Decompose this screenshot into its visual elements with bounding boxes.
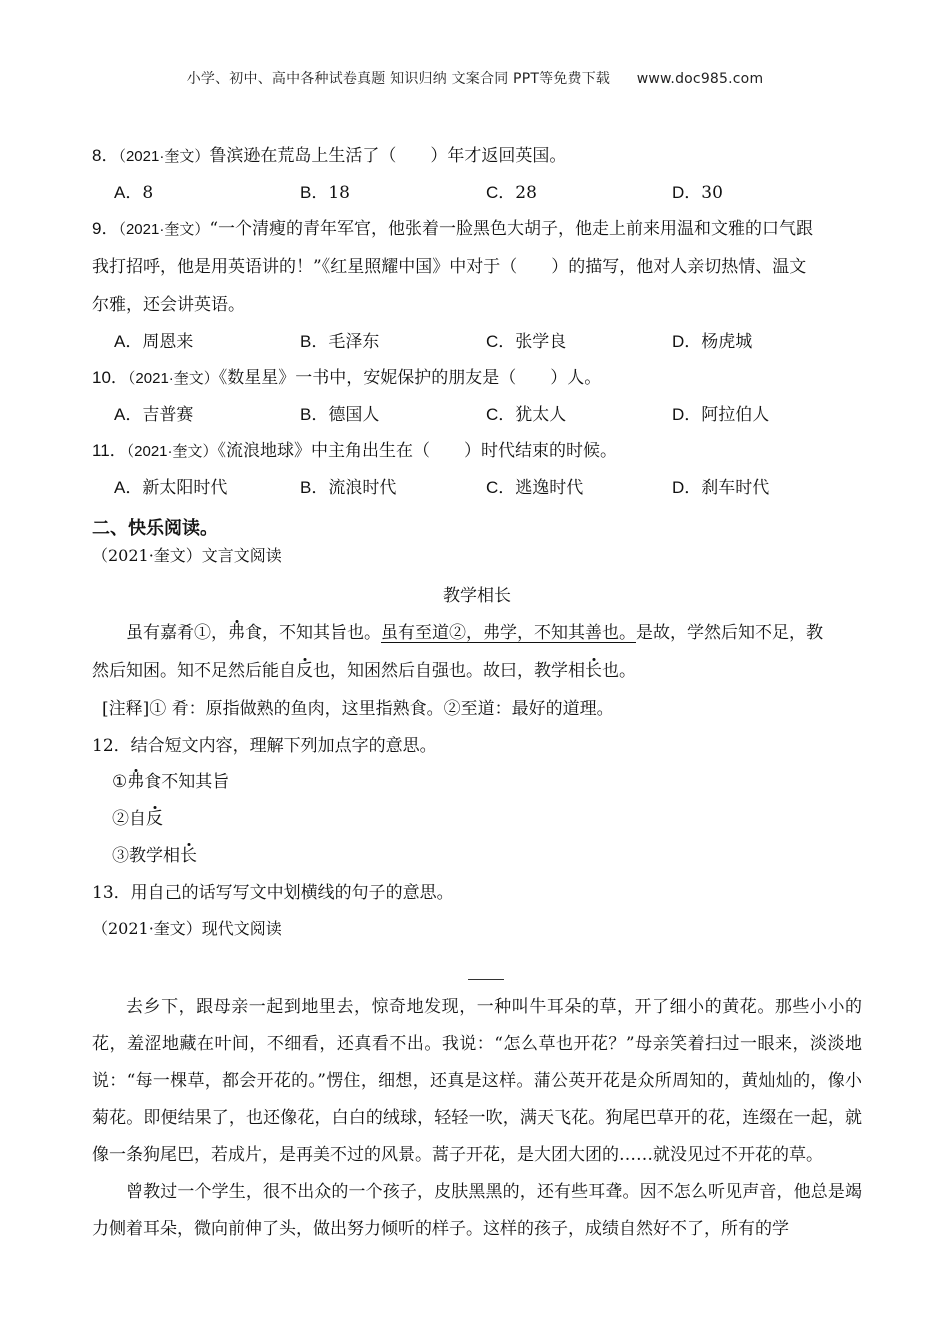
option-d[interactable]: D．阿拉伯人 bbox=[672, 405, 770, 425]
classical-paragraph-2: 然后知困。知不足然后能自反也，知困然后自强也。故曰，教学相长也。 bbox=[92, 661, 636, 681]
question-12: 12．结合短文内容，理解下列加点字的意思。 bbox=[92, 736, 437, 756]
question-stem: 8．（2021·奎文）鲁滨逊在荒岛上生活了（ ）年才返回英国。 bbox=[92, 146, 567, 166]
question-10 bbox=[92, 360, 862, 433]
annotation-note: [注释]① 肴：原指做熟的鱼肉，这里指熟食。②至道：最好的道理。 bbox=[102, 699, 614, 719]
title-blank-line bbox=[468, 979, 504, 980]
options bbox=[92, 175, 862, 211]
dotted-char: 弗 bbox=[228, 623, 245, 643]
classical-paragraph-1: 虽有嘉肴①，弗食，不知其旨也。虽有至道②，弗学，不知其善也。是故，学然后知不足，教 bbox=[126, 623, 823, 643]
option-a[interactable]: A．新太阳时代 bbox=[114, 478, 228, 498]
modern-reading-source: （2021·奎文）现代文阅读 bbox=[92, 919, 282, 938]
option-b[interactable]: B．18 bbox=[300, 183, 350, 203]
question-stem: 9．（2021·奎文）“一个清瘦的青年军官，他张着一脸黑色大胡子，他走上前来用温和文雅的口气跟 bbox=[92, 219, 814, 239]
document-body bbox=[92, 138, 862, 1248]
section-title: 二、快乐阅读。 bbox=[92, 518, 218, 539]
option-a[interactable]: A．吉普赛 bbox=[114, 405, 194, 425]
option-d[interactable]: D．30 bbox=[672, 183, 723, 203]
article-title: 教学相长 bbox=[443, 586, 511, 606]
option-d[interactable]: D．刹车时代 bbox=[672, 478, 770, 498]
question-8 bbox=[92, 138, 862, 211]
q12-item-1: ①弗食不知其旨 bbox=[112, 772, 230, 792]
title-blank[interactable] bbox=[92, 947, 862, 989]
option-c[interactable]: C．逃逸时代 bbox=[486, 478, 584, 498]
dotted-char: 反 bbox=[296, 661, 313, 681]
option-a[interactable]: A．周恩来 bbox=[114, 332, 194, 352]
option-b[interactable]: B．流浪时代 bbox=[300, 478, 397, 498]
header-text: 小学、初中、高中各种试卷真题 知识归纳 文案合同 PPT等免费下载 bbox=[186, 71, 611, 87]
options bbox=[92, 397, 862, 433]
options bbox=[92, 324, 862, 360]
options bbox=[92, 470, 862, 506]
classical-reading-source: （2021·奎文）文言文阅读 bbox=[92, 546, 282, 565]
underlined-sentence: 虽有至道②，弗学，不知其善也。 bbox=[381, 623, 636, 643]
question-11 bbox=[92, 433, 862, 506]
dotted-char: 长 bbox=[585, 661, 602, 681]
modern-paragraph-2: 曾教过一个学生，很不出众的一个孩子，皮肤黑黑的，还有些耳聋。因不怎么听见声音，他总是竭力侧着耳朵，微向前伸了头，做出努力倾听的样子。这样的孩子，成绩自然好不了，所有的学 bbox=[92, 1182, 862, 1239]
question-stem: 10．（2021·奎文）《数星星》一书中，安妮保护的朋友是（ ）人。 bbox=[92, 368, 602, 388]
option-c[interactable]: C．张学良 bbox=[486, 332, 567, 352]
option-b[interactable]: B．德国人 bbox=[300, 405, 380, 425]
option-d[interactable]: D．杨虎城 bbox=[672, 332, 753, 352]
page-header bbox=[0, 68, 950, 88]
modern-paragraph-1: 去乡下，跟母亲一起到地里去，惊奇地发现，一种叫牛耳朵的草，开了细小的黄花。那些小小的花，羞涩地藏在叶间，不细看，还真看不出。我说：“怎么草也开花？”母亲笑着扫过一眼来，淡淡地说：“每一棵草，都会开花的。”愣住，细想，还真是这样。蒲公英开花是众所周知的，黄灿灿的，像小菊花。即便结果了，也还像花，白白的绒球，轻轻一吹，满天飞花。狗尾巴草开的花，连缀在一起，就像一条狗尾巴，若成片，是再美不过的风景。蒿子开花，是大团大团的……就没见过不开花的草。 bbox=[92, 997, 862, 1165]
option-b[interactable]: B．毛泽东 bbox=[300, 332, 380, 352]
question-stem: 11．（2021·奎文）《流浪地球》中主角出生在（ ）时代结束的时候。 bbox=[92, 441, 618, 461]
q12-item-3: ③教学相长 bbox=[112, 846, 197, 866]
q12-item-2: ②自反 bbox=[112, 809, 163, 829]
question-9 bbox=[92, 211, 862, 360]
option-a[interactable]: A．8 bbox=[114, 183, 154, 203]
option-c[interactable]: C．犹太人 bbox=[486, 405, 567, 425]
option-c[interactable]: C．28 bbox=[486, 183, 537, 203]
header-url[interactable]: www.doc985.com bbox=[636, 71, 764, 87]
question-13: 13．用自己的话写写文中划横线的句子的意思。 bbox=[92, 883, 454, 903]
question-stem-line3: 尔雅，还会讲英语。 bbox=[92, 295, 245, 315]
question-stem-line2: 我打招呼，他是用英语讲的！”《红星照耀中国》中对于（ ）的描写，他对人亲切热情、温文 bbox=[92, 257, 807, 277]
